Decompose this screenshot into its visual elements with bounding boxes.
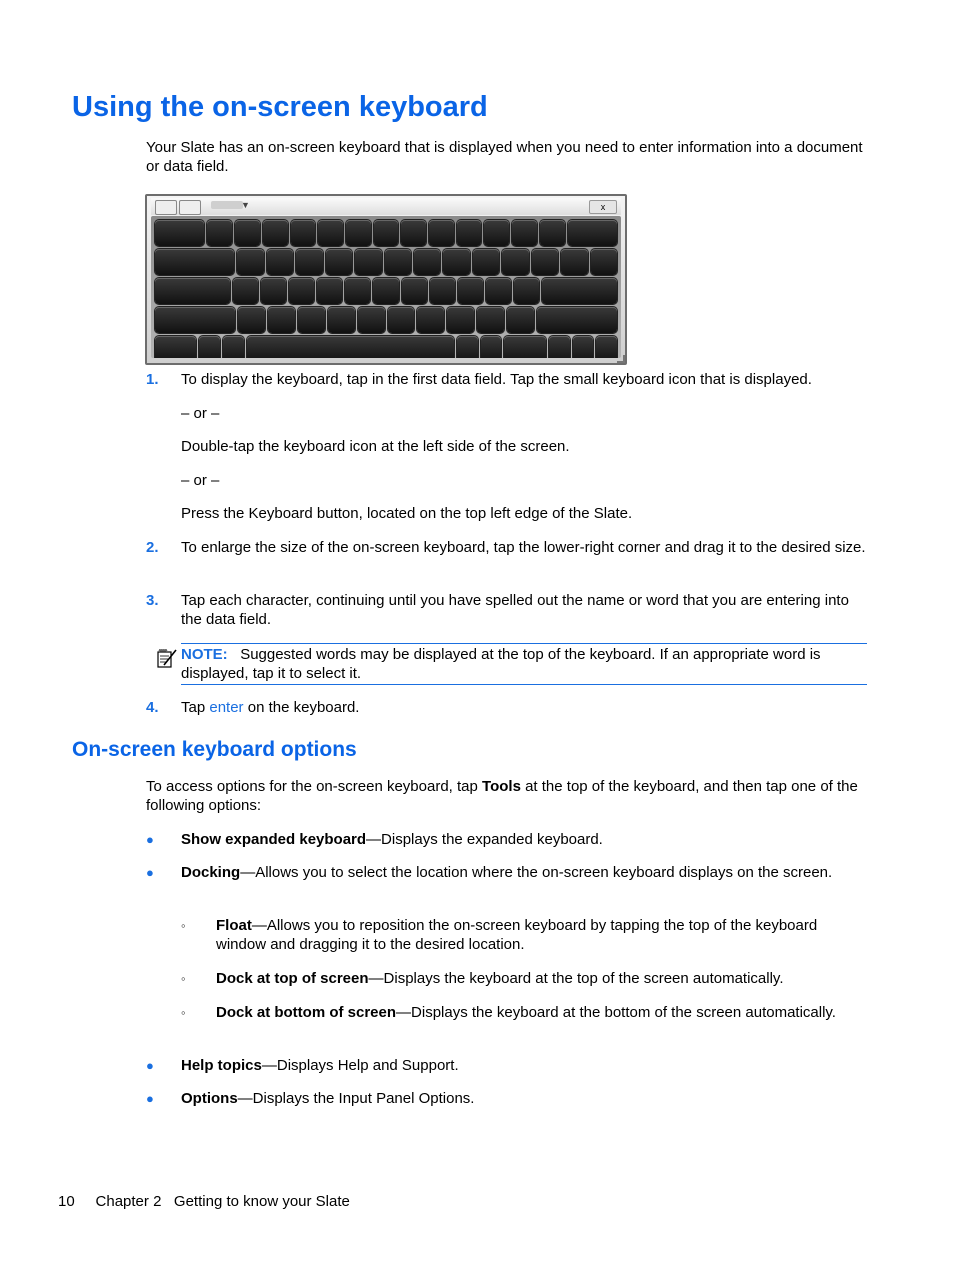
step-text: Tap enter on the keyboard.	[181, 699, 360, 716]
sub-list-item: Dock at top of screen—Displays the keyboard at the top of the screen automatically.	[216, 970, 784, 987]
page-title: Using the on-screen keyboard	[72, 91, 488, 123]
note-top-rule	[181, 643, 867, 644]
step-number: 2.	[146, 539, 159, 556]
list-item: Docking—Allows you to select the location where the on-screen keyboard displays on the screen.	[181, 864, 833, 881]
pen-icon	[155, 200, 177, 215]
note-paragraph	[181, 645, 867, 683]
bullet-icon: ●	[146, 832, 154, 847]
sub-bullet-icon: ◦	[181, 971, 186, 986]
close-icon: x	[589, 200, 617, 214]
step-text: Tap each character, continuing until you have spelled out the name or word that you are entering into the data field.	[181, 592, 849, 628]
bullet-icon: ●	[146, 1091, 154, 1106]
step-number: 3.	[146, 592, 159, 609]
sub-bullet-icon: ◦	[181, 1005, 186, 1020]
step-number: 1.	[146, 371, 159, 388]
chevron-down-icon: ▼	[241, 200, 250, 210]
keyboard-icon	[179, 200, 201, 215]
footer-chapter-title: Getting to know your Slate	[173, 1193, 350, 1210]
bullet-icon: ●	[146, 1058, 154, 1073]
step-alternative: Press the Keyboard button, located on the top left edge of the Slate.	[181, 505, 633, 522]
step-text: To enlarge the size of the on-screen keyboard, tap the lower-right corner and drag it to the desired size.	[181, 539, 866, 556]
page-number: 10	[58, 1193, 75, 1210]
page-footer	[58, 1192, 350, 1211]
sub-bullet-icon: ◦	[181, 918, 186, 933]
note-icon	[156, 647, 178, 669]
resize-handle-icon	[617, 355, 625, 363]
tools-menu	[211, 201, 243, 209]
sub-list-item: Dock at bottom of screen—Displays the keyboard at the bottom of the screen automatically.	[216, 1004, 836, 1021]
or-separator: – or –	[181, 405, 220, 422]
step-number: 4.	[146, 699, 159, 716]
intro-paragraph: Your Slate has an on-screen keyboard that is displayed when you need to enter information into a document or data field.	[146, 139, 863, 175]
list-item: Help topics—Displays Help and Support.	[181, 1057, 459, 1074]
keyboard-keys	[151, 216, 621, 358]
or-separator: – or –	[181, 472, 220, 489]
keyboard-toolbar	[151, 198, 621, 215]
sub-list-item: Float—Allows you to reposition the on-screen keyboard by tapping the top of the keyboard window and dragging it to the desired location.	[216, 917, 818, 953]
footer-chapter: Chapter 2	[95, 1193, 162, 1210]
note-text: Suggested words may be displayed at the top of the keyboard. If an appropriate word is displayed, tap it to select it.	[181, 646, 821, 682]
step-alternative: Double-tap the keyboard icon at the left side of the screen.	[181, 438, 570, 455]
note-label: NOTE:	[181, 646, 228, 663]
section-title: On-screen keyboard options	[72, 738, 357, 761]
note-bottom-rule	[181, 684, 867, 685]
bullet-icon: ●	[146, 865, 154, 880]
list-item: Show expanded keyboard—Displays the expanded keyboard.	[181, 831, 603, 848]
step-text: To display the keyboard, tap in the first data field. Tap the small keyboard icon that is displayed.	[181, 371, 812, 388]
section-intro: To access options for the on-screen keyboard, tap Tools at the top of the keyboard, and then tap one of the following options:	[146, 778, 858, 814]
enter-key-label: enter	[209, 699, 244, 716]
list-item: Options—Displays the Input Panel Options.	[181, 1090, 475, 1107]
keyboard-image	[145, 194, 627, 365]
